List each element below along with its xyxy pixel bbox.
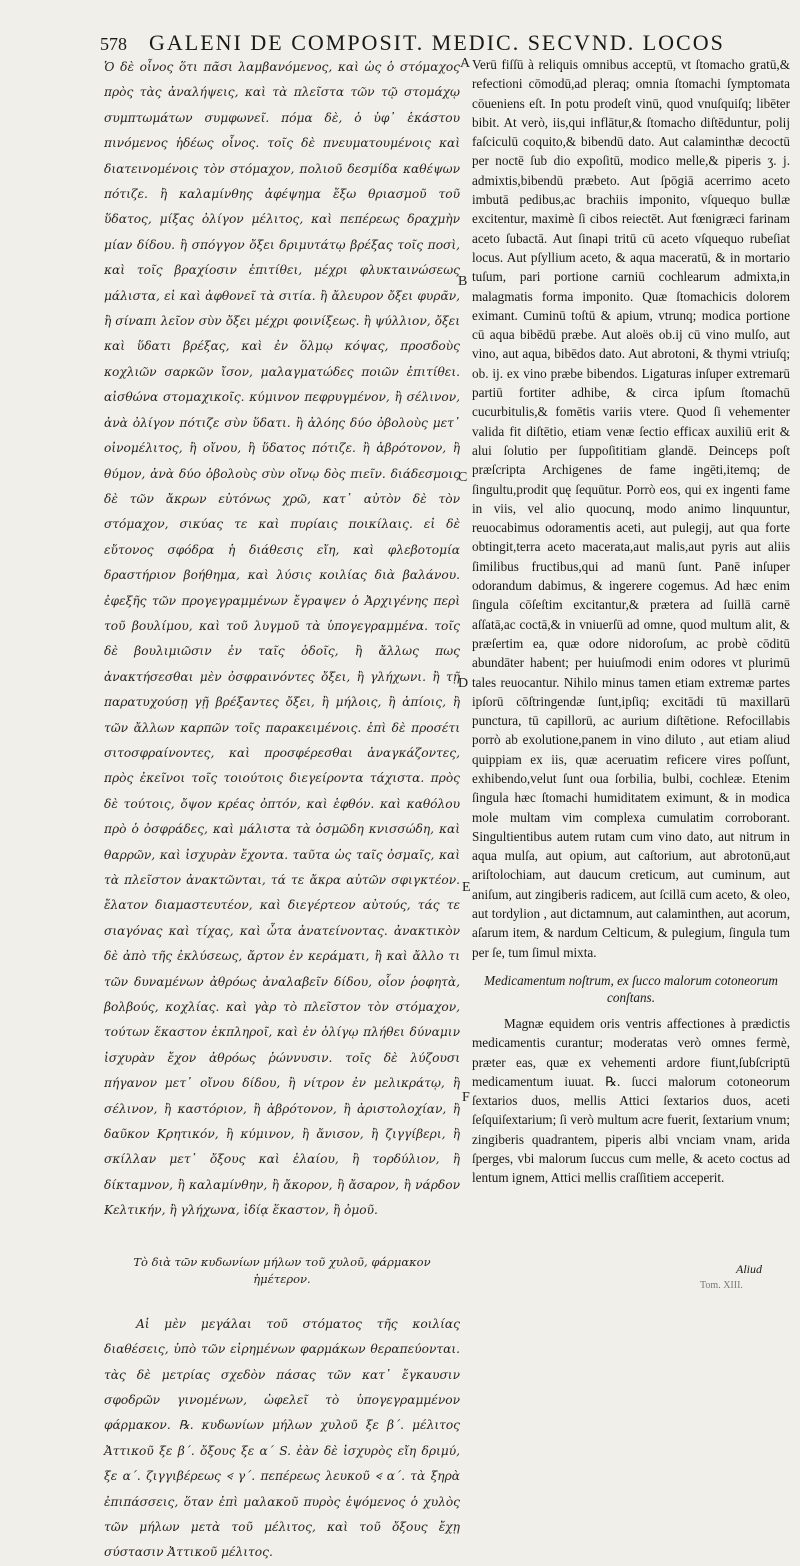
greek-section-heading: Τὸ διὰ τῶν κυδωνίων μήλων τοῦ χυλοῦ, φάρμακον ἡμέτερον. xyxy=(133,1254,431,1286)
margin-letter-d: D xyxy=(458,676,469,691)
signature-mark: Tom. XIII. xyxy=(700,1280,743,1291)
greek-paragraph: Αἱ μὲν μεγάλαι τοῦ στόματος τῆς κοιλίας διαθέσεις, ὑπὸ τῶν εἰρημένων φαρμάκων θεραπεύονται. τὰς δὲ μετρίας σχεδὸν πάσας τῶν κατ᾽ ἔγκαυσιν σφοδρῶν γινομένων, ὠφελεῖ τὸ ὑπογεγραμμένον φάρμακον. ℞. κυδωνίων μήλων χυλοῦ ξε β΄. μέλιτος Ἀττικοῦ ξε β΄. ὄξους ξε α΄ S. ἐὰν δὲ ἰσχυρὸς εἴη δριμύ, ξε α΄. ζιγγιβέρεως 𐅻 γ΄. πεπέρεως λευκοῦ 𐅻 α΄. τὰ ξηρὰ ἐπιπάσσεις, ὅταν ἐπὶ μαλακοῦ πυρὸς ἑψόμενος ὁ χυλὸς τῶν μήλων μετὰ τοῦ μέλιτος, καὶ τοῦ ὄξους ἔχῃ σύστασιν Ἀττικοῦ μέλιτος. xyxy=(104,1316,460,1560)
latin-section-heading: Medicamentum noſtrum, ex ſucco malorum cotoneorum conſtans. xyxy=(484,972,778,1005)
running-title: GALENI DE COMPOSIT. MEDIC. SECVND. LOCOS xyxy=(149,30,725,55)
greek-text-column xyxy=(104,55,460,1566)
margin-letter-f: F xyxy=(462,1090,470,1105)
page-number: 578 xyxy=(100,34,127,54)
catchword: Aliud xyxy=(736,1262,762,1276)
latin-text-column xyxy=(472,55,790,1188)
margin-letter-a: A xyxy=(460,56,471,71)
margin-letter-c: C xyxy=(458,470,468,485)
latin-paragraph: Magnæ equidem oris ventris affectiones à prædictis medicamentis curantur; moderatas verò omnes fermè, præter eas, quæ ex vehementi ardore fiunt,ſubſcriptū medicamentum iuuat. ℞. ſucci malorum cotoneorum ſextarios duos, mellis Attici ſextarios duos, aceti ſeſquiſextarium; ſi verò multum acre fuerit, ſextarium vnum; zingiberis quadrantem, piperis albi vnciam vnam, arida ſperges, vbi malorum ſuccus cum melle, & aceto coctus ad lentum ignem, Attici mellis craſſitiem acceperit. xyxy=(472,1015,790,1186)
margin-letter-b: B xyxy=(458,274,468,289)
latin-paragraph: Verū fiſſū à reliquis omnibus acceptū, vt ſtomacho gratū,& refectioni cōmodū,ad pleraq; omnia ſtomachi ſymptomata cōueniens eſt. In potu prodeſt vinū, quod vnuſquiſq; libēter bibit. At verò, iis,qui inflātur,& ſtomacho diſtēduntur, polij faſciculū coquito,& bibendū dato. Aut calaminthæ decoctū per noctē ſub dio expoſitū, modico melle,& piperis ʒ. j. admixtis,bibendū præbeto. Aut ſpōgiā acerrimo aceto imbutā pedibus,ac brachiis imponito, vſquequo bullæ excitentur, maximè ſi cibos reiectēt. Aut fœnigræci farinam aceto ſubactā. Aut ſinapi tritū cū aceto vſquequo rubeſiat locus. Aut pſyllium aceto, & aqua maceratū, & in mortario tuſum, pari portione carniū cochlearum admixta,in malagmatis forma imponito. Quæ ſtomachicis dolorem eximant. Cuminū toſtū & apium, vtrunq; modica portione cū aqua bibēdū præbe. Aut aloës ob.ij cū vino mulſo, aut vino, aut aqua, bibēdos dato. Aut abrotoni, & thymi vtriuſq; ob. ij. ex vino præbe bibendos. Ligaturas inſuper extremarū partiū fortiter adhibe, & circa ipſum ſtomachū cucurbitulis,& fomētis variis vtere. Quod ſi vehementer valida fit diſtētio, etiam venæ ſectio efficax auxiliū erit & alui ſolutio per ſuppoſititiam glandē. Deinceps poſt præſcripta Archigenes de fame ingēti,itemq; de ſingultu,prodit quę ſequūtur. Porrò eos, qui ex ingenti fame in viis, vel alio quocunq, modo animo linquuntur, reuocabimus odoramentis aceti, aut pulegij, aut qua forte obtingit,terra aceto macerata,aut malis,aut pyris aut aliis ſimilibus fructibus,qui ad manū ſunt. Panē inſuper odorandum dabimus, & ingerere cogemus. Ad hæc enim ſingula cōſeſtim excitantur,& prætera ad ſuillā carnē aſſatā,ac coctā,& in vniuerſū ad omne, quod multum alit, & præſertim ea, quæ odore nidoroſum, ac probè cōditū abundāter habent; per huiuſmodi enim odores vt plurimū tales reuocantur. Nihilo minus tamen etiam extremæ partes ipſorū cōſtringendæ ſunt,ipſiq; excitādi tū maxillarū punctura, tū capillorū, ac aurium diſtētione. Refocillabis porrò ab exolutione,panem in vino diluto , aut etiam aliud quippiam ex iis, quæ aceruatim reficere vires poſſunt, exhibendo,velut ſunt oua ſorbilia, bulbi, cochleæ. Etenim ſingula hæc ſtomachi humiditatem eximunt, & in modica mole multam vim complexa cumulatim corroborant. Singultientibus autem rutam cum vino dato, aut nitrum in aqua mulſa, aut opium, aut caſtorium, aut abrotonū,aut ariſtolochiam, aut daucum creticum, aut cuminum, aut aniſum, aut zingiberis radicem, aut ſcillā cum aceto, & oleo, aut tordylion , aut dictamnum, aut calaminthen, aut acorum, aſarum item, & nardum Celticum, & pulegium, ſingula tum per ſe, tum ſimul mixta. xyxy=(472,57,790,960)
margin-letter-e: E xyxy=(462,880,471,895)
greek-paragraph: Ὁ δὲ οἶνος ὅτι πᾶσι λαμβανόμενος, καὶ ὡς ὁ στόμαχος πρὸς τὰς ἀναλήψεις, καὶ τὰ πλεῖστα τῶν τῷ στομάχῳ συμπτωμάτων συμφωνεῖ. πόμα δὲ, ὁ ὑφ᾽ ἑκάστου πινόμενος ἡδέως οἶνος. τοῖς δὲ πνευματουμένοις καὶ διατεινομένοις τὸν στόμαχον, πολιοῦ δεσμίδα καθέψων πότιζε. ἢ καλαμίνθης ἀφέψημα ἔξω θριασμοῦ τοῦ ὕδατος, μίξας ὀλίγον μέλιτος, καὶ πεπέρεως δραχμὴν μίαν δίδου. ἢ σπόγγον ὄξει δριμυτάτῳ βρέξας τοῖς ποσὶ, καὶ τοῖς βραχίοσιν ἐπιτίθει, μέχρι φλυκταινώσεως μάλιστα, εἰ καὶ ἀφθονεῖ τὰ σιτία. ἢ ἄλευρον ὄξει φυρᾶν, ἢ σίναπι λεῖον σὺν ὄξει μέχρι φοινίξεως. ἢ ψύλλιον, ὄξει καὶ ὕδατι βρέξας, καὶ ἐν ὅλμῳ κόψας, προσδοὺς κοχλιῶν σαρκῶν ἴσον, μαλαγματώδες ποιῶν ἐπιτίθει. αἰσθώνα στομαχικοῖς. κύμινον πεφρυγμένον, ἢ σέλινον, ἀνὰ ὀλίγον πότιζε σὺν ὕδατι. ἢ ἀλόης δύο ὀβολοὺς μετ᾽ οἰνομέλιτος, ἢ οἴνου, ἢ ὕδατος πότιζε. ἢ ἀβρότονον, ἢ θύμον, ἀνὰ δύο ὀβολοὺς σὺν οἴνῳ δὸς πιεῖν. διάδεσμοις δὲ τῶν ἄκρων εὐτόνως χρῶ, κατ᾽ αὐτὸν δὲ τὸν στόμαχον, σικύας τε καὶ πυρίαις ποικίλαις. εἰ δὲ εὔτονος σφόδρα ἡ διάθεσις εἴη, καὶ φλεβοτομία δραστήριον βοήθημα, καὶ λύσις κοιλίας διὰ βαλάνου. ἐφεξῆς τῶν προγεγραμμένων ἔγραψεν ὁ Ἀρχιγένης περὶ τοῦ βουλίμου, καὶ τοῦ λυγμοῦ τὰ ὑπογεγραμμένα. τοῖς δὲ βουλιμιῶσιν ἐν ταῖς ὁδοῖς, ἢ ἄλλως πως ἀνακτήσεσθαι μὲν ὀσφραινόντες ὄξει, ἢ γλήχωνι. ἢ τῇ παρατυχούσῃ γῇ βρέξαντες ὄξει, ἢ μήλοις, ἢ ἀπίοις, ἢ τῶν ἄλλων καρπῶν τοῖς παρακειμένοις. ἐπὶ δὲ προσέτι σιτοσφραίνοντες, καὶ προσφέρεσθαι ἀναγκάζοντες, πρὸς ἐκεῖνοι τοῖς τοιούτοις διεγείροντα τάχιστα. πρὸς δὲ τούτοις, ὄψον κρέας ὀπτόν, καὶ ἑφθόν. καὶ καθόλου πρὸ ὁ ὀσφράδες, καὶ μάλιστα τὰ ὀσμῶδη κνισσώδη, καὶ θαρρῶν, καὶ ἰσχυρὰν ἔχοντα. ταῦτα ὡς ταῖς ὀσμαῖς, καὶ τὰ πλεῖστον ἀνακτῶνται, τά τε ἄκρα αὐτῶν σφιγκτέον. ἔλατον διαμαστευτέον, καὶ διεγέρτεον αὐτούς, τάς τε σιαγόνας καὶ τίχας, καὶ ὦτα ἀνατείνοντας. ἀνακτικὸν δὲ ἀπὸ τῆς ἐκλύσεως, ἄρτον ἐν κεράματι, ἢ καὶ ἄλλο τι τῶν δυναμένων ἀθρόως ἀναλαβεῖν δίδου, οἷον ῥοφητὰ, βολβούς, κοχλίας. καὶ γὰρ τὸ πλεῖστον τὸν στόμαχον, τούτων ἕκαστον ἐκπληροῖ, καὶ ἐν ὀλίγῳ πλήθει δύναμιν ἰσχυρὰν ἔχον ἀθρόως ῥώννυσιν. τοῖς δὲ λύζουσι πήγανον μετ᾽ οἴνου δίδου, ἢ νίτρον ἐν μελικράτῳ, ἢ σέλινον, ἢ καστόριον, ἢ ἀβρότονον, ἢ ἀριστολοχίαν, ἢ δαῦκον Κρητικόν, ἢ κύμινον, ἢ ἄνισον, ἢ ζιγγίβερι, ἢ σκίλλαν μετ᾽ ὄξους καὶ ἐλαίου, ἢ τορδύλιον, ἢ δίκταμνον, ἢ καλαμίνθην, ἢ ἄκορον, ἢ ἄσαρον, ἢ νάρδον Κελτικήν, ἢ γλήχωνα, ἰδίᾳ ἕκαστον, ἢ ὁμοῦ. xyxy=(104,60,460,1218)
